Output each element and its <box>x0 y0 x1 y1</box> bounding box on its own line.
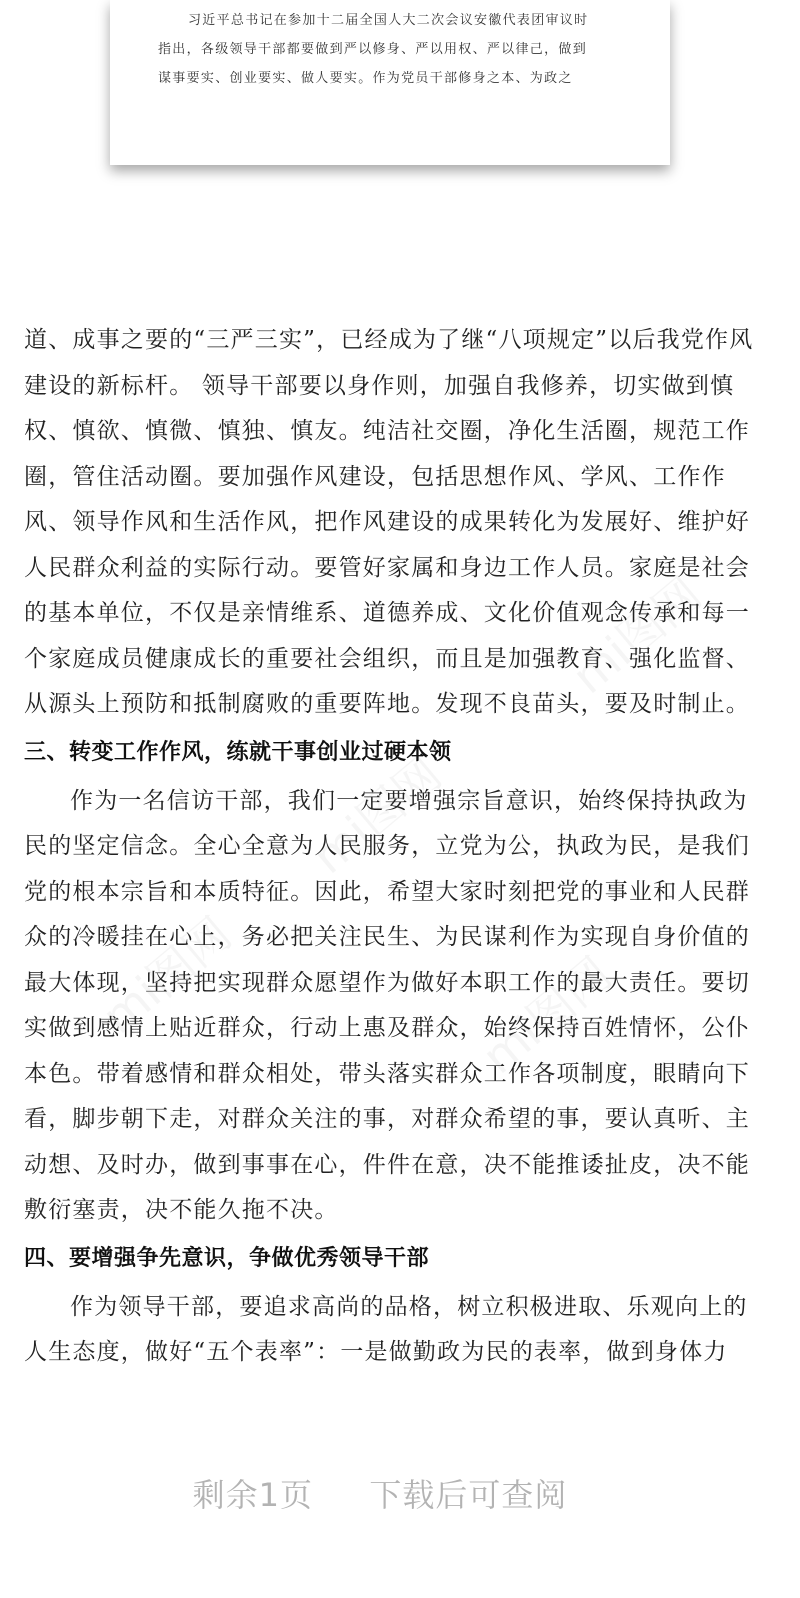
paragraph-2 <box>24 779 764 1234</box>
text-line: 风、领导作风和生活作风，把作风建设的成果转化为发展好、维护好 <box>24 509 750 535</box>
preview-line: 指出，各级领导干部都要做到严以修身、严以用权、严以律己，做到 <box>158 42 588 57</box>
text-line: 人生态度，做好“五个表率”：一是做勤政为民的表率，做到身体力 <box>24 1339 728 1365</box>
text-line: 权、慎欲、慎微、慎独、慎友。纯洁社交圈，净化生活圈，规范工作 <box>24 418 750 444</box>
text-line: 最大体现，坚持把实现群众愿望作为做好本职工作的最大责任。要切 <box>24 969 750 996</box>
download-hint-label: 下载后可查阅 <box>369 1476 568 1514</box>
text-line: 民的坚定信念。全心全意为人民服务，立党为公，执政为民，是我们 <box>24 833 750 859</box>
text-line: 敷衍塞责，决不能久拖不决。 <box>24 1197 339 1223</box>
document-preview-card <box>110 0 670 165</box>
watermark: mi图网 <box>92 906 242 1045</box>
preview-line: 习近平总书记在参加十二届全国人大二次会议安徽代表团审议时 <box>188 13 589 28</box>
preview-line: 谋事要实、创业要实、做人要实。作为党员干部修身之本、为政之 <box>158 71 573 86</box>
text-line: 作为领导干部，要追求高尚的品格，树立积极进取、乐观向上的 <box>70 1293 748 1320</box>
section-heading-3: 三、转变工作作风，练就干事创业过硬本领 <box>24 739 452 765</box>
watermark: mi图网 <box>562 566 712 705</box>
text-line: 动想、及时办，做到事事在心，件件在意，决不能推诿扯皮，决不能 <box>24 1151 750 1178</box>
text-line: 作为一名信访干部，我们一定要增强宗旨意识，始终保持执政为 <box>70 787 748 814</box>
text-line: 众的冷暖挂在心上，务必把关注民生、为民谋利作为实现自身价值的 <box>24 924 750 950</box>
text-line: 的基本单位，不仅是亲情维系、道德养成、文化价值观念传承和每一 <box>24 600 750 626</box>
text-line: 党的根本宗旨和本质特征。因此，希望大家时刻把党的事业和人民群 <box>24 878 750 905</box>
paragraph-1 <box>24 318 764 728</box>
text-line: 人民群众利益的实际行动。要管好家属和身边工作人员。家庭是社会 <box>24 554 750 581</box>
text-line: 看，脚步朝下走，对群众关注的事，对群众希望的事，要认真听、主 <box>24 1106 750 1132</box>
remaining-pages-notice[interactable] <box>0 1470 760 1516</box>
text-line: 圈，管住活动圈。要加强作风建设，包括思想作风、学风、工作作 <box>24 463 726 490</box>
section-heading-4: 四、要增强争先意识，争做优秀领导干部 <box>24 1245 430 1271</box>
text-line: 个家庭成员健康成长的重要社会组织，而且是加强教育、强化监督、 <box>24 645 750 672</box>
text-line: 本色。带着感情和群众相处，带头落实群众工作各项制度，眼睛向下 <box>24 1060 750 1087</box>
article-body <box>24 318 764 1376</box>
text-line: 从源头上预防和抵制腐败的重要阵地。发现不良苗头，要及时制止。 <box>24 691 750 717</box>
paragraph-3 <box>24 1285 764 1376</box>
text-line: 道、成事之要的“三严三实”，已经成为了继“八项规定”以后我党作风 <box>24 327 754 353</box>
text-line: 实做到感情上贴近群众，行动上惠及群众，始终保持百姓情怀，公仆 <box>24 1015 750 1041</box>
watermark: mi图网 <box>472 946 622 1085</box>
remaining-pages-label: 剩余1页 <box>192 1476 313 1514</box>
watermark: mi图网 <box>302 746 452 885</box>
text-line: 建设的新标杆。 领导干部要以身作则，加强自我修养，切实做到慎 <box>24 372 735 399</box>
